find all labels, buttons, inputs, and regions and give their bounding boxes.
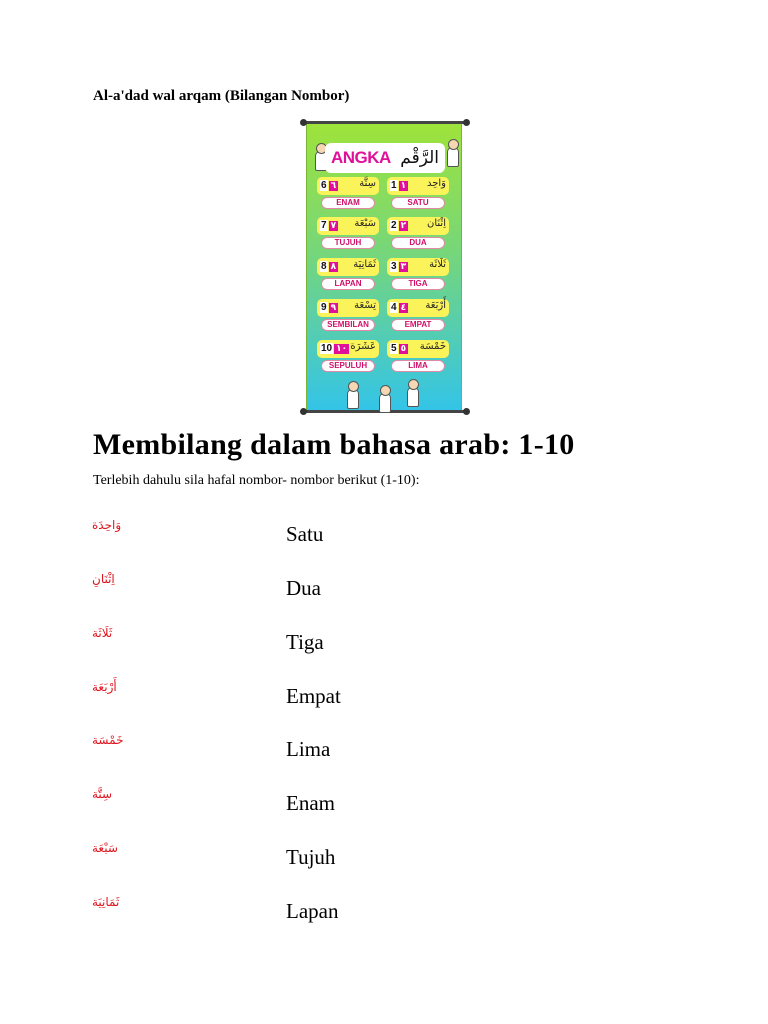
arabic-word: ثَمَانِيَة — [92, 895, 120, 909]
number-card: 3 ٣ ثَلَاثَة TIGA — [387, 258, 449, 292]
number-card: 2 ٢ اِثْنَان DUA — [387, 217, 449, 251]
number-word: LAPAN — [321, 278, 375, 290]
section-heading: Membilang dalam bahasa arab: 1-10 — [93, 428, 575, 461]
number-word: TUJUH — [321, 237, 375, 249]
malay-word: Empat — [286, 684, 341, 708]
poster-title-latin: ANGKA — [331, 148, 391, 167]
vocab-row — [0, 895, 768, 935]
child-figure-icon — [379, 393, 391, 413]
arabic-word: وَاحِدَة — [92, 518, 122, 532]
malay-word: Tiga — [286, 630, 324, 654]
child-figure-icon — [347, 389, 359, 409]
vocab-row — [0, 680, 768, 720]
number-word: TIGA — [391, 278, 445, 290]
number-card: 6 ٦ سِتَّة ENAM — [317, 177, 379, 211]
vocab-row — [0, 841, 768, 881]
number-card: 7 ٧ سَبْعَة TUJUH — [317, 217, 379, 251]
number-word: LIMA — [391, 360, 445, 372]
vocab-row — [0, 787, 768, 827]
arabic-word: خَمْسَة — [92, 733, 124, 747]
number-word: DUA — [391, 237, 445, 249]
number-card: 4 ٤ أَرْبَعَة EMPAT — [387, 299, 449, 333]
vocab-row — [0, 733, 768, 773]
vocab-row — [0, 518, 768, 558]
number-card: 1 ١ وَاحِد SATU — [387, 177, 449, 211]
vocab-row — [0, 572, 768, 612]
document-title: Al-a'dad wal arqam (Bilangan Nombor) — [93, 88, 350, 104]
malay-word: Dua — [286, 576, 321, 600]
malay-word: Lima — [286, 737, 331, 761]
child-figure-icon — [407, 387, 419, 407]
number-card: 10 ١٠ عَشَرَة SEPULUH — [317, 340, 379, 374]
poster-top-rod — [303, 121, 467, 124]
malay-word: Tujuh — [286, 845, 336, 869]
number-card: 5 ٥ خَمْسَة LIMA — [387, 340, 449, 374]
angka-poster — [306, 122, 462, 412]
arabic-word: أَرْبَعَة — [92, 680, 117, 694]
arabic-word: ثَلَاثَة — [92, 626, 113, 640]
arabic-word: اِثْنَانِ — [92, 572, 115, 586]
malay-word: Satu — [286, 522, 324, 546]
malay-word: Lapan — [286, 899, 339, 923]
number-word: ENAM — [321, 197, 375, 209]
vocab-row — [0, 626, 768, 666]
number-card: 9 ٩ تِسْعَة SEMBILAN — [317, 299, 379, 333]
number-word: SATU — [391, 197, 445, 209]
poster-title-arabic: الرَّقْم — [400, 148, 439, 168]
arabic-word: سَبْعَة — [92, 841, 118, 855]
malay-word: Enam — [286, 791, 335, 815]
child-figure-icon — [447, 147, 459, 167]
poster-header — [325, 143, 445, 173]
number-word: SEMBILAN — [321, 319, 375, 331]
number-card: 8 ٨ ثَمَانِيَة LAPAN — [317, 258, 379, 292]
number-word: EMPAT — [391, 319, 445, 331]
arabic-word: سِتَّة — [92, 787, 113, 801]
number-word: SEPULUH — [321, 360, 375, 372]
intro-text: Terlebih dahulu sila hafal nombor- nombor berikut (1-10): — [93, 473, 420, 488]
